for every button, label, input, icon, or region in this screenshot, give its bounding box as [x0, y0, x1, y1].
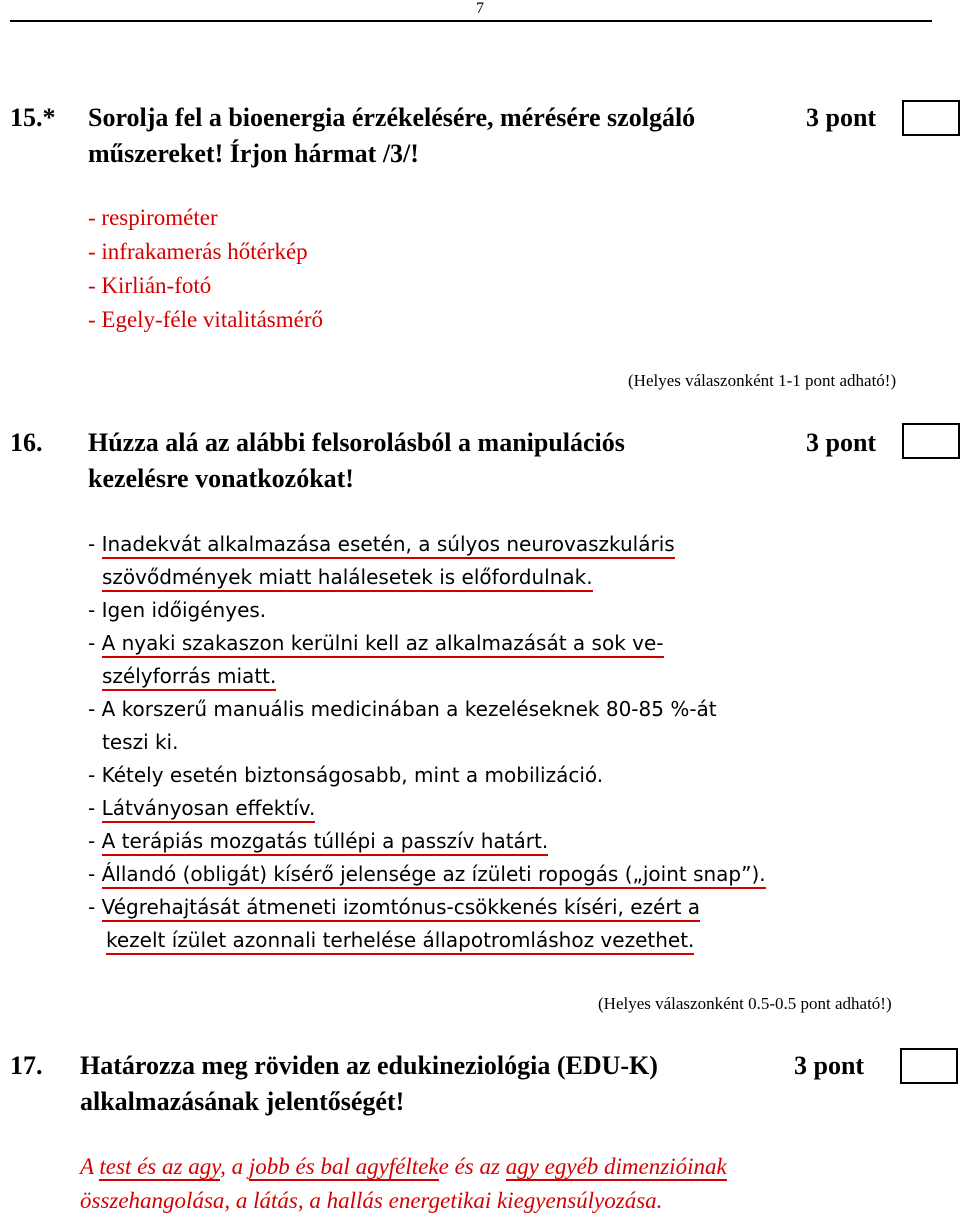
q16-item-9-underline-a: Végrehajtását átmeneti izomtónus-csökkenés kíséri, ezért a [102, 894, 700, 922]
q16-item-2: - Igen időigényes. [88, 598, 267, 622]
q15-answers [88, 201, 323, 337]
q15-answer-3: - Kirlián-fotó [88, 273, 212, 298]
q17-question-line2: alkalmazásának jelentőségét! [80, 1087, 405, 1116]
q17-question-line1: Határozza meg röviden az edukineziológia (EDU-K) [80, 1051, 658, 1080]
q17-number: 17. [10, 1051, 43, 1080]
q16-item-9-underline-b: kezelt ízület azonnali terhelése állapotromláshoz vezethet. [106, 927, 694, 955]
q15-number: 15.* [10, 103, 56, 132]
q16-item-1-underline-a: Inadekvát alkalmazása esetén, a súlyos neurovaszkuláris [102, 531, 675, 559]
q17-answer-underline-3: agy egyéb dimenzióinak [505, 1154, 727, 1179]
q16-item-6: - Látványosan effektív. [88, 792, 315, 824]
q16-item-7-underline: A terápiás mozgatás túllépi a passzív határt. [102, 828, 549, 856]
q17-score-box[interactable] [900, 1048, 958, 1084]
q16-item-8: - Állandó (obligát) kísérő jelensége az ízületi ropogás („joint snap”). [88, 858, 766, 890]
q16-item-9-line1: - Végrehajtását átmeneti izomtónus-csökkenés kíséri, ezért a [88, 891, 700, 923]
q16-question-line2: kezelésre vonatkozókat! [88, 464, 354, 493]
header-rule [10, 20, 932, 22]
q17-points: 3 pont [794, 1051, 865, 1080]
q16-item-3-line1: - A nyaki szakaszon kerülni kell az alkalmazását a sok ve- [88, 627, 664, 659]
q16-item-1-underline-b: szövődmények miatt halálesetek is előfordulnak. [102, 564, 593, 592]
q15-answer-2: - infrakamerás hőtérkép [88, 239, 308, 264]
q16-item-3-line2 [102, 660, 276, 692]
q16-score-box[interactable] [902, 423, 960, 459]
q15-question [88, 100, 695, 172]
q15-question-line1: Sorolja fel a bioenergia érzékelésére, mérésére szolgáló [88, 103, 696, 132]
q16-question [88, 425, 625, 497]
q16-scoring-note: (Helyes válaszonként 0.5-0.5 pont adható!) [598, 994, 892, 1013]
q16-item-1-line2 [102, 561, 593, 593]
q16-item-8-underline: Állandó (obligát) kísérő jelensége az ízületi ropogás („joint snap”). [102, 861, 766, 889]
q15-answer-4: - Egely-féle vitalitásmérő [88, 307, 324, 332]
q15-scoring-note: (Helyes válaszonként 1-1 pont adható!) [628, 371, 897, 390]
q16-item-4-line1: - A korszerű manuális medicinában a kezeléseknek 80-85 %-át [88, 697, 717, 721]
q16-item-6-underline: Látványosan effektív. [102, 795, 316, 823]
q15-question-line2: műszereket! Írjon hármat /3/! [88, 139, 419, 168]
q16-item-1-line1: - Inadekvát alkalmazása esetén, a súlyos neurovaszkuláris [88, 528, 675, 560]
q16-item-3-underline-b: szélyforrás miatt. [102, 663, 276, 691]
q17-answer-line2: összehangolása, a látás, a hallás energetikai kiegyensúlyozása. [80, 1188, 663, 1213]
q16-points: 3 pont [806, 428, 877, 457]
q17-answer-underline-2: jobb és bal agyféltek [248, 1154, 439, 1179]
q17-answer-line1: A test és az agy, a jobb és bal agyfélteke és az agy egyéb dimenzióinak [80, 1154, 727, 1179]
q17-question [80, 1048, 658, 1120]
q17-answer-underline-1: test és az agy [99, 1154, 221, 1179]
q15-score-box[interactable] [902, 100, 960, 136]
q16-item-9-line2 [106, 924, 694, 956]
q15-points: 3 pont [806, 103, 877, 132]
q16-item-7: - A terápiás mozgatás túllépi a passzív határt. [88, 825, 548, 857]
q16-question-line1: Húzza alá az alábbi felsorolásból a manipulációs [88, 428, 625, 457]
q16-item-5: - Kétely esetén biztonságosabb, mint a mobilizáció. [88, 763, 604, 787]
page-number: 7 [476, 0, 484, 17]
q16-number: 16. [10, 428, 43, 457]
q15-answer-1: - respirométer [88, 205, 218, 230]
q16-item-3-underline-a: A nyaki szakaszon kerülni kell az alkalmazását a sok ve- [102, 630, 664, 658]
q16-item-4-line2: teszi ki. [102, 730, 179, 754]
